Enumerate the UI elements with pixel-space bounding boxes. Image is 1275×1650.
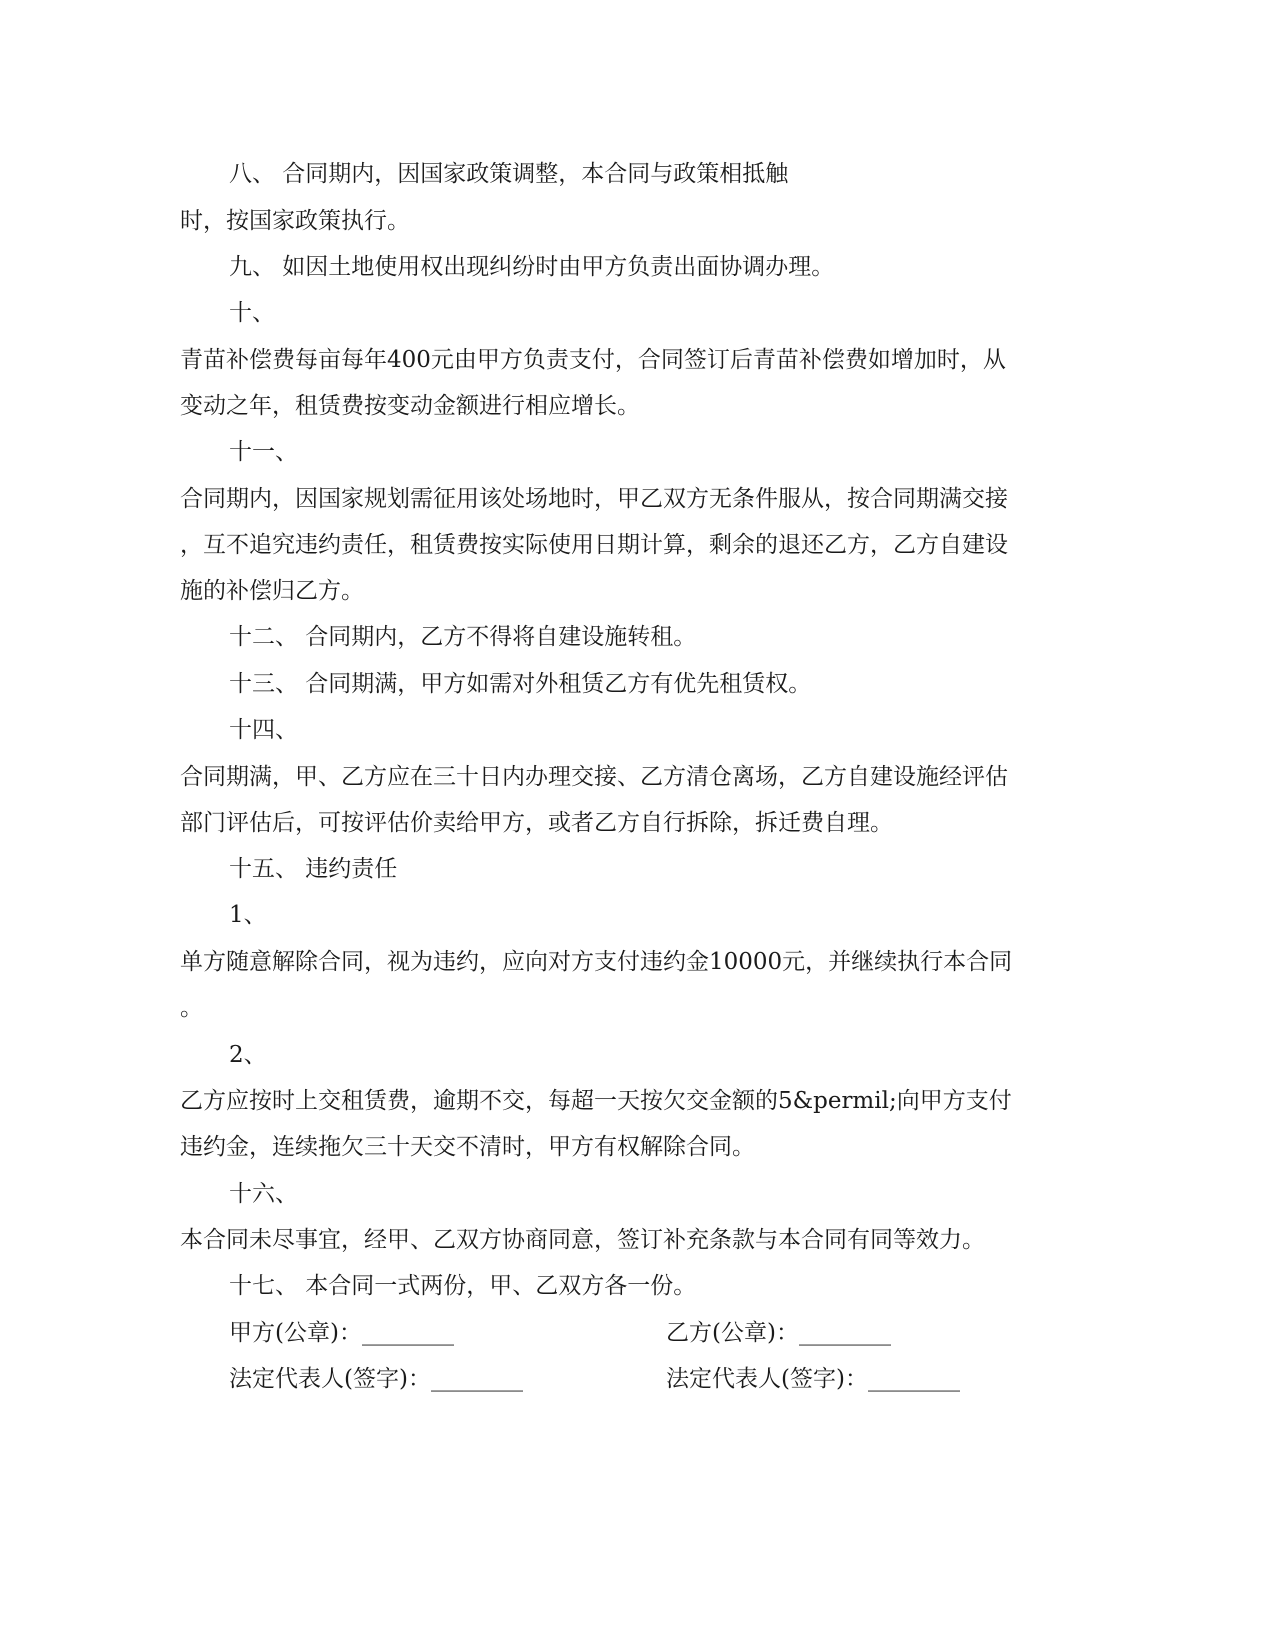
clause-16-number: 十六、: [229, 1181, 298, 1207]
clause-8-line-2: 时，按国家政策执行。: [180, 208, 410, 234]
clause-15-item-2-line-2: 违约金，连续拖欠三十天交不清时，甲方有权解除合同。: [180, 1134, 755, 1160]
clause-8-line-1: 八、 合同期内，因国家政策调整，本合同与政策相抵触: [229, 161, 789, 187]
party-a-representative-line: 法定代表人(签字)：________: [229, 1366, 523, 1392]
clause-11-number: 十一、: [229, 439, 298, 465]
clause-15-item-2-number: 2、: [229, 1042, 267, 1068]
clause-9-line-1: 九、 如因土地使用权出现纠纷时由甲方负责出面协调办理。: [229, 254, 835, 280]
party-b-seal-line: 乙方(公章)：________: [666, 1320, 891, 1346]
clause-15-item-1-number: 1、: [229, 902, 267, 928]
clause-11-line-3: 施的补偿归乙方。: [180, 578, 364, 604]
clause-10-number: 十、: [229, 300, 275, 326]
clause-15-heading: 十五、 违约责任: [229, 856, 398, 882]
clause-17-line-1: 十七、 本合同一式两份，甲、乙双方各一份。: [229, 1273, 697, 1299]
clause-15-item-1-line-2: 。: [180, 995, 203, 1021]
party-b-representative-line: 法定代表人(签字)：________: [666, 1366, 960, 1392]
clause-11-line-2: ，互不追究违约责任，租赁费按实际使用日期计算，剩余的退还乙方，乙方自建设: [180, 532, 1008, 558]
clause-10-line-1: 青苗补偿费每亩每年400元由甲方负责支付，合同签订后青苗补偿费如增加时，从: [180, 347, 1006, 373]
clause-15-item-2-line-1: 乙方应按时上交租赁费，逾期不交，每超一天按欠交金额的5&permil;向甲方支付: [180, 1088, 1012, 1114]
clause-10-line-2: 变动之年，租赁费按变动金额进行相应增长。: [180, 393, 640, 419]
clause-12-line-1: 十二、 合同期内，乙方不得将自建设施转租。: [229, 624, 697, 650]
clause-16-line-1: 本合同未尽事宜，经甲、乙双方协商同意，签订补充条款与本合同有同等效力。: [180, 1227, 985, 1253]
clause-15-item-1-line-1: 单方随意解除合同，视为违约，应向对方支付违约金10000元，并继续执行本合同: [180, 949, 1013, 975]
clause-14-number: 十四、: [229, 717, 298, 743]
clause-14-line-1: 合同期满，甲、乙方应在三十日内办理交接、乙方清仓离场，乙方自建设施经评估: [180, 764, 1008, 790]
clause-14-line-2: 部门评估后，可按评估价卖给甲方，或者乙方自行拆除，拆迁费自理。: [180, 810, 893, 836]
party-a-seal-line: 甲方(公章)：________: [229, 1320, 454, 1346]
clause-13-line-1: 十三、 合同期满，甲方如需对外租赁乙方有优先租赁权。: [229, 671, 812, 697]
clause-11-line-1: 合同期内，因国家规划需征用该处场地时，甲乙双方无条件服从，按合同期满交接: [180, 486, 1008, 512]
